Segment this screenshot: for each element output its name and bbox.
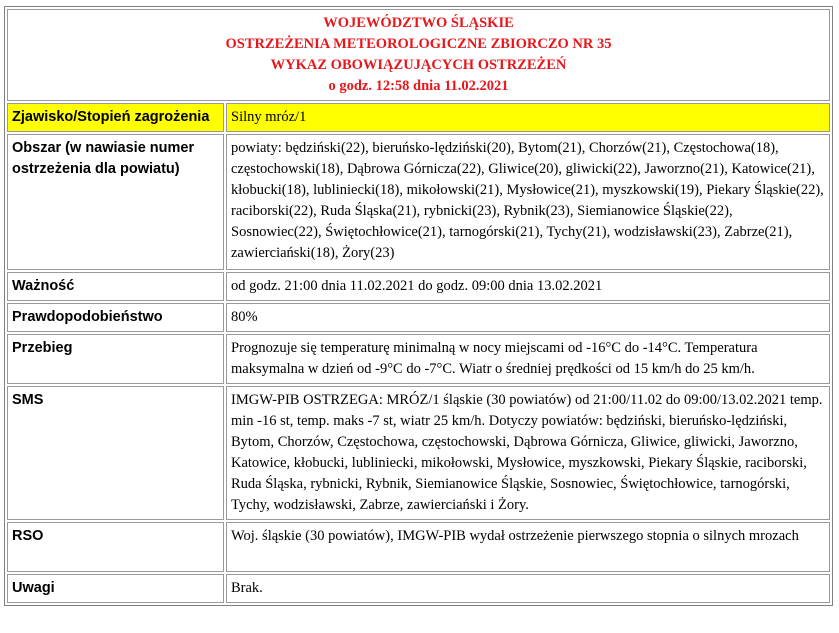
row-value: Silny mróz/1 xyxy=(226,103,830,132)
warnings-table xyxy=(4,6,833,606)
row-label: Prawdopodobieństwo xyxy=(7,303,224,332)
table-row-area xyxy=(7,134,830,270)
document-header xyxy=(7,9,830,101)
table-row-probability xyxy=(7,303,830,332)
header-region: WOJEWÓDZTWO ŚLĄSKIE xyxy=(323,15,514,31)
table-row-course xyxy=(7,334,830,384)
row-value: powiaty: będziński(22), bieruńsko-lędziński(20), Bytom(21), Chorzów(21), Częstochowa(18), częstochowski(18), Dąbrowa Górnicza(22), Gliwice(20), gliwicki(22), Jaworzno(21), Katowice(21), kłobucki(18), lubliniecki(18), mikołowski(21), Mysłowice(21), myszkowski(19), Piekary Śląskie(22), raciborski(22), Ruda Śląska(21), rybnicki(23), Rybnik(23), Siemianowice Śląskie(22), Sosnowiec(22), Świętochłowice(21), tarnogórski(21), Tychy(21), wodzisławski(23), Zabrze(21), zawierciański(18), Żory(23) xyxy=(226,134,830,270)
header-bulletin-title: OSTRZEŻENIA METEOROLOGICZNE ZBIORCZO NR 35 xyxy=(225,36,612,52)
row-value: 80% xyxy=(226,303,830,332)
header-timestamp: o godz. 12:58 dnia 11.02.2021 xyxy=(328,78,509,94)
row-label: Ważność xyxy=(7,272,224,301)
row-label: RSO xyxy=(7,522,224,572)
row-value: IMGW-PIB OSTRZEGA: MRÓZ/1 śląskie (30 powiatów) od 21:00/11.02 do 09:00/13.02.2021 temp. min -16 st, temp. maks -7 st, wiatr 25 km/h. Dotyczy powiatów: będziński, bieruńsko-lędziński, Bytom, Chorzów, Częstochowa, częstochowski, Dąbrowa Górnicza, Gliwice, gliwicki, Jaworzno, Katowice, kłobucki, lubliniecki, mikołowski, Mysłowice, myszkowski, Piekary Śląskie, raciborski, Ruda Śląska, rybnicki, Rybnik, Siemianowice Śląskie, Sosnowiec, Świętochłowice, tarnogórski, Tychy, wodzisławski, Zabrze, zawierciański i Żory. xyxy=(226,386,830,520)
table-row-validity xyxy=(7,272,830,301)
row-value: od godz. 21:00 dnia 11.02.2021 do godz. 09:00 dnia 13.02.2021 xyxy=(226,272,830,301)
table-row-notes xyxy=(7,574,830,603)
table-row-sms xyxy=(7,386,830,520)
row-label: Obszar (w nawiasie numer ostrzeżenia dla powiatu) xyxy=(7,134,224,270)
row-label: SMS xyxy=(7,386,224,520)
table-row-rso xyxy=(7,522,830,572)
row-label: Przebieg xyxy=(7,334,224,384)
warning-document xyxy=(4,6,833,606)
row-value: Woj. śląskie (30 powiatów), IMGW-PIB wydał ostrzeżenie pierwszego stopnia o silnych mrozach xyxy=(226,522,830,572)
row-value: Prognozuje się temperaturę minimalną w nocy miejscami od -16°C do -14°C. Temperatura maksymalna w dzień od -9°C do -7°C. Wiatr o średniej prędkości od 15 km/h do 25 km/h. xyxy=(226,334,830,384)
row-value: Brak. xyxy=(226,574,830,603)
header-list-title: WYKAZ OBOWIĄZUJĄCYCH OSTRZEŻEŃ xyxy=(270,57,567,73)
row-label: Uwagi xyxy=(7,574,224,603)
row-label: Zjawisko/Stopień zagrożenia xyxy=(7,103,224,132)
table-row-phenomenon xyxy=(7,103,830,132)
